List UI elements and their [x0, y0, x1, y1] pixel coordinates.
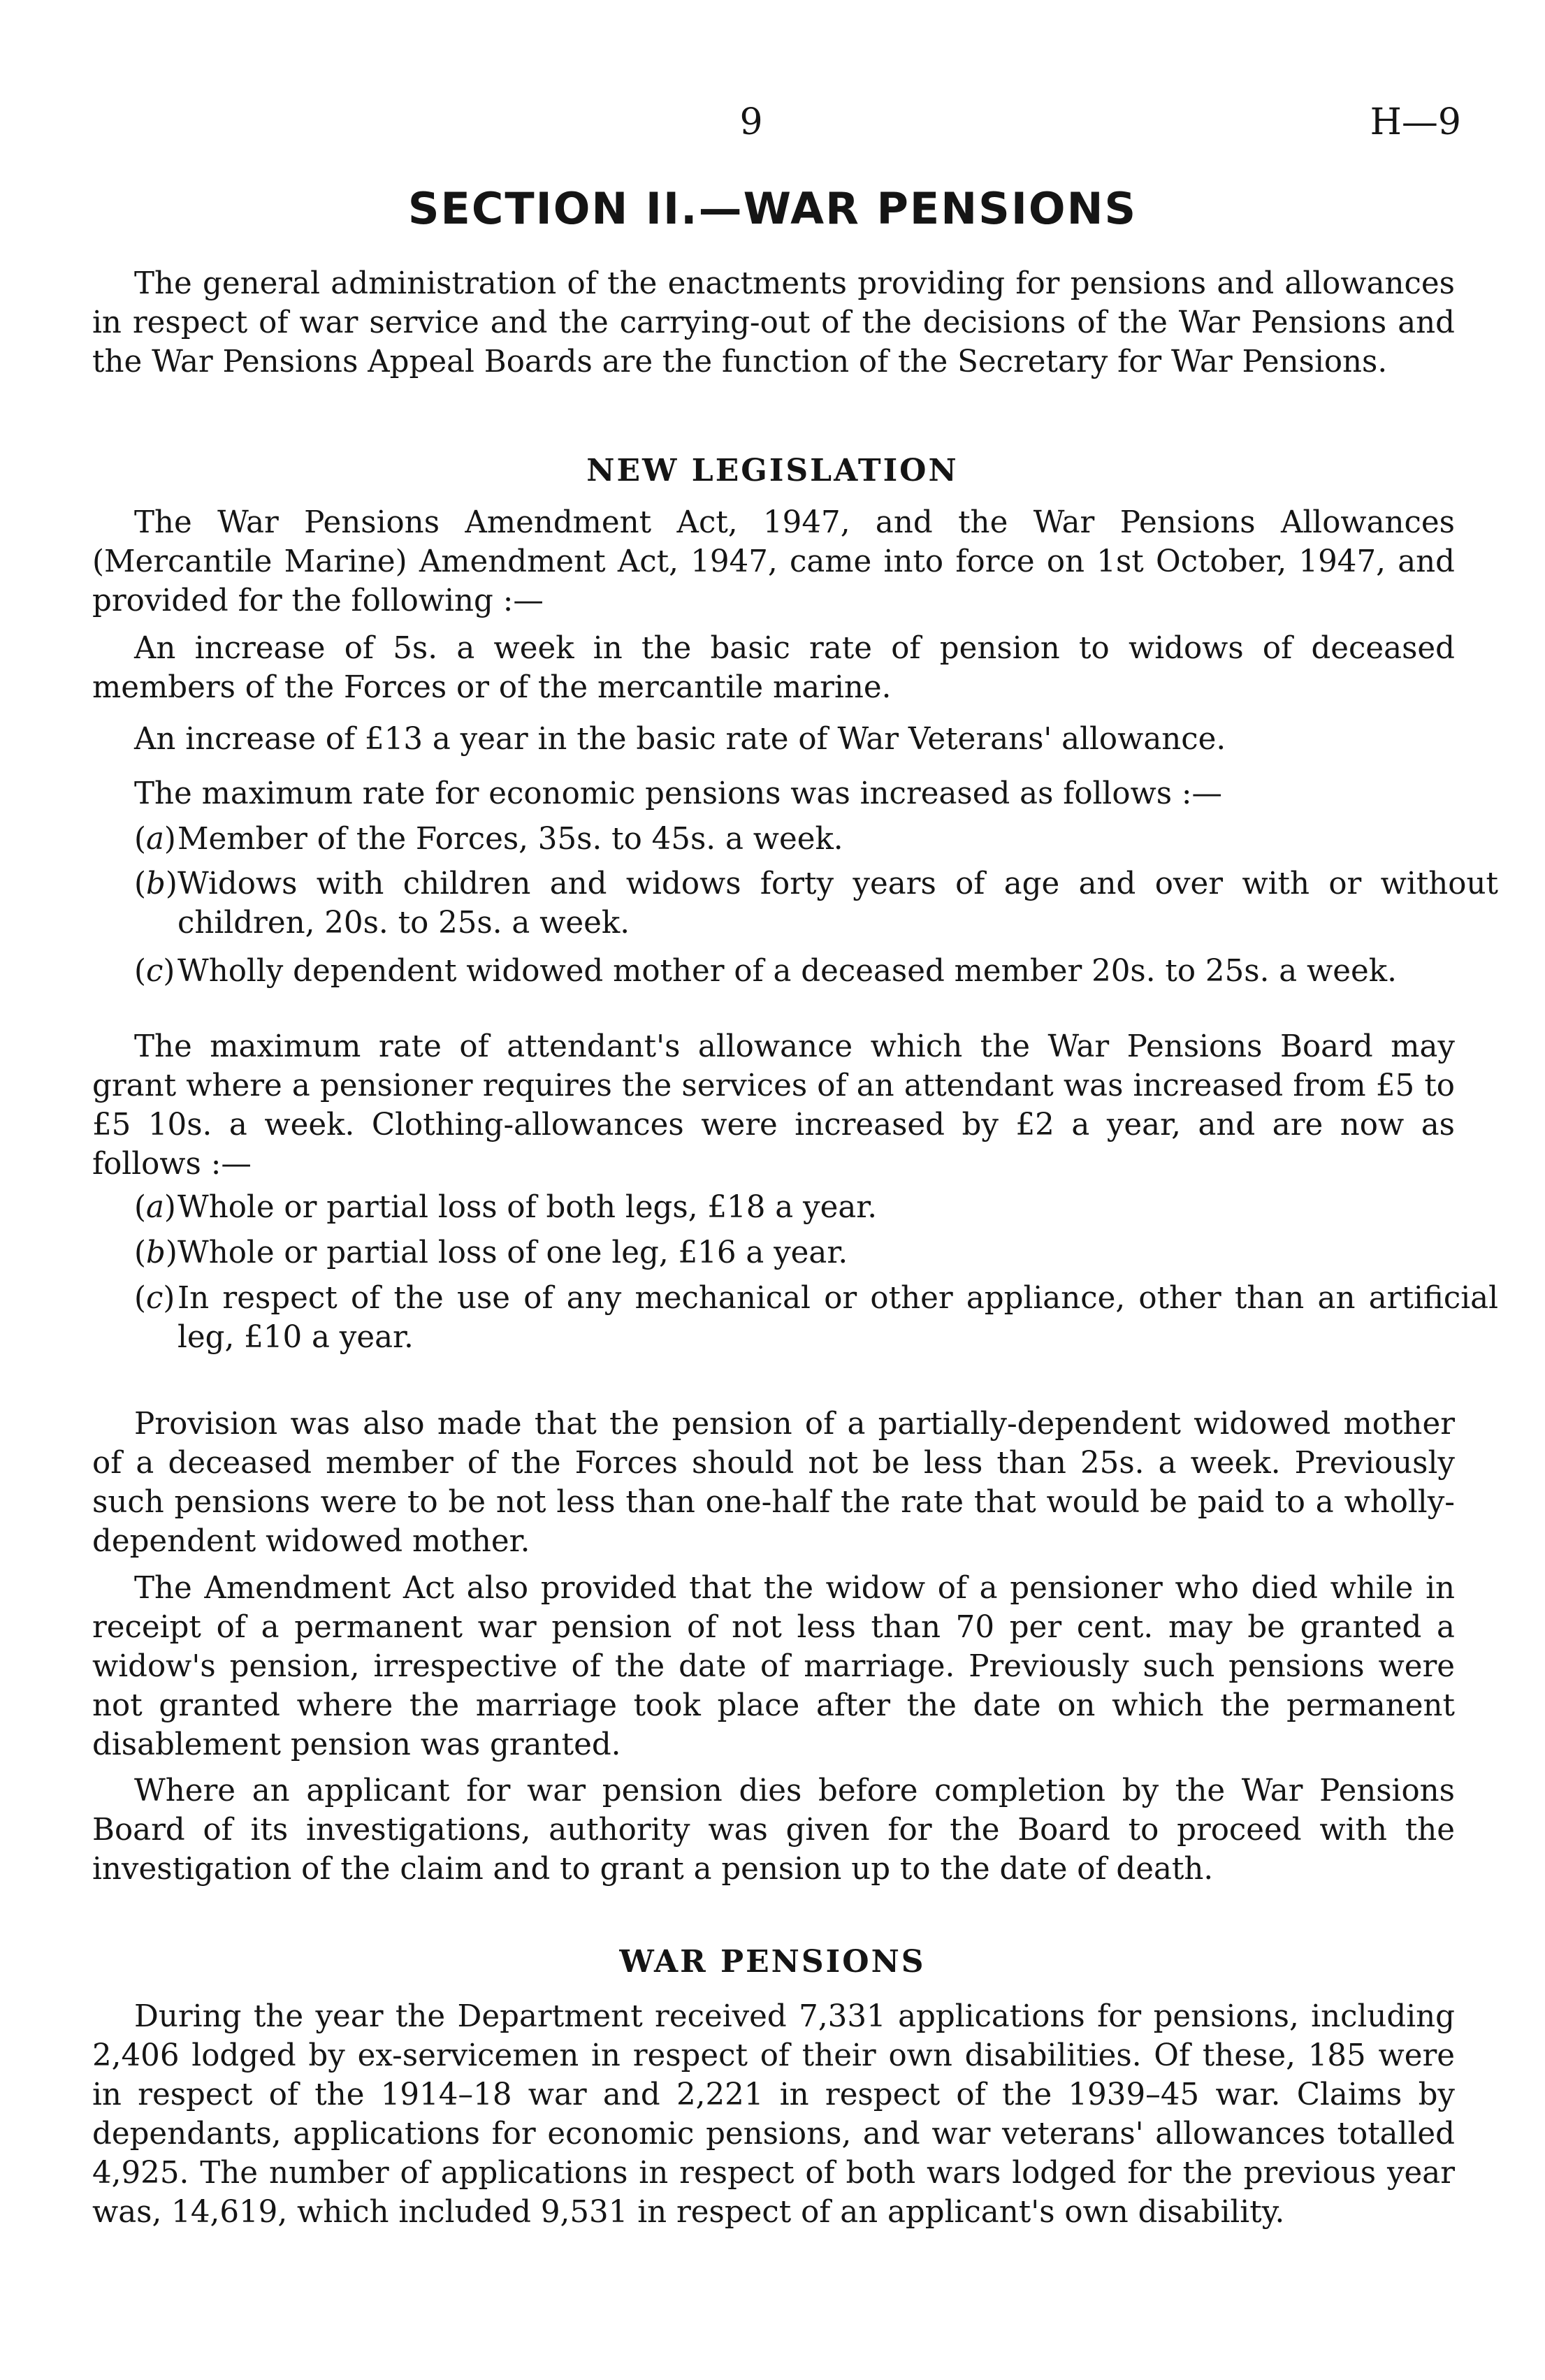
- item-letter: b: [145, 866, 166, 901]
- item-text: Member of the Forces, 35s. to 45s. a week.: [177, 822, 843, 857]
- item-letter: b: [145, 1235, 166, 1270]
- war-pensions-heading: WAR PENSIONS: [619, 1944, 926, 1980]
- item-text: Wholly dependent widowed mother of a deceased member 20s. to 25s. a week.: [177, 954, 1397, 989]
- war-pensions-paragraph: During the year the Department received 7,331 applications for pensions, including 2,406 lodged by ex-servicemen in respect of their own disabilities. Of these, 185 were in respect of the 1914–18 war and 2,221 in respect of the 1939–45 war. Claims by dependants, applications for economic pensions, and war veterans' allowances totalled 4,925. The number of applications in respect of both wars lodged for the previous year was, 14,619, which included 9,531 in respect of an applicant's own disability.: [92, 1999, 1455, 2230]
- page-number: 9: [739, 101, 763, 143]
- item-text: Whole or partial loss of one leg, £16 a year.: [177, 1235, 848, 1270]
- section-title: SECTION II.—WAR PENSIONS: [407, 183, 1138, 234]
- list-item: (c)In respect of the use of any mechanical or other appliance, other than an artificial leg, £10 a year.: [134, 1281, 1498, 1355]
- list-item: (a)Member of the Forces, 35s. to 45s. a week.: [134, 822, 843, 857]
- item-letter: a: [145, 1190, 164, 1225]
- intro-paragraph: The general administration of the enactments providing for pensions and allowances in respect of war service and the carrying-out of the decisions of the War Pensions and the War Pensions Appeal Boards are the function of the Secretary for War Pensions.: [92, 266, 1455, 379]
- legislation-paragraph-2: An increase of 5s. a week in the basic rate of pension to widows of deceased members of the Forces or of the mercantile marine.: [92, 631, 1455, 705]
- item-text: In respect of the use of any mechanical or other appliance, other than an artificial leg, £10 a year.: [177, 1281, 1498, 1355]
- item-text: Whole or partial loss of both legs, £18 a year.: [177, 1190, 878, 1225]
- legislation-paragraph-3: An increase of £13 a year in the basic rate of War Veterans' allowance.: [134, 722, 1226, 757]
- item-letter: c: [145, 1281, 164, 1316]
- new-legislation-heading: NEW LEGISLATION: [586, 453, 959, 488]
- legislation-paragraph-8: Where an applicant for war pension dies before completion by the War Pensions Board of its investigations, authority was given for the Board to proceed with the investigation of the claim and to grant a pension up to the date of death.: [92, 1773, 1455, 1887]
- list-item: (b)Widows with children and widows forty years of age and over with or without children, 20s. to 25s. a week.: [134, 866, 1498, 941]
- item-letter: a: [145, 822, 164, 857]
- list-item: (c)Wholly dependent widowed mother of a deceased member 20s. to 25s. a week.: [134, 954, 1397, 989]
- legislation-paragraph-1: The War Pensions Amendment Act, 1947, and the War Pensions Allowances (Mercantile Marine) Amendment Act, 1947, came into force on 1st October, 1947, and provided for the following :—: [92, 505, 1455, 618]
- list-item: (a)Whole or partial loss of both legs, £18 a year.: [134, 1190, 878, 1225]
- legislation-paragraph-5: The maximum rate of attendant's allowance which the War Pensions Board may grant where a pensioner requires the services of an attendant was increased from £5 to £5 10s. a week. Clothing-allowances were increased by £2 a year, and are now as follows :—: [92, 1029, 1455, 1182]
- item-letter: c: [145, 954, 164, 989]
- page-reference: H—9: [1370, 101, 1461, 143]
- item-text: Widows with children and widows forty years of age and over with or without children, 20s. to 25s. a week.: [177, 866, 1498, 941]
- legislation-paragraph-6: Provision was also made that the pension of a partially-dependent widowed mother of a deceased member of the Forces should not be less than 25s. a week. Previously such pensions were to be not less than one-half the rate that would be paid to a wholly-dependent widowed mother.: [92, 1407, 1455, 1559]
- legislation-paragraph-4: The maximum rate for economic pensions was increased as follows :—: [134, 776, 1223, 811]
- legislation-paragraph-7: The Amendment Act also provided that the widow of a pensioner who died while in receipt of a permanent war pension of not less than 70 per cent. may be granted a widow's pension, irrespective of the date of marriage. Previously such pensions were not granted where the marriage took place after the date on which the permanent disablement pension was granted.: [92, 1571, 1455, 1762]
- list-item: (b)Whole or partial loss of one leg, £16 a year.: [134, 1235, 848, 1270]
